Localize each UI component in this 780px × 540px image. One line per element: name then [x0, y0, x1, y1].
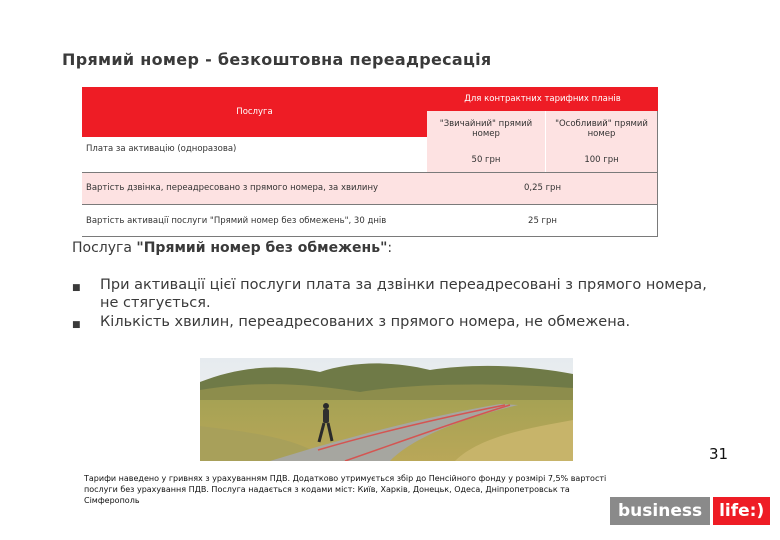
bullet-marker: ■: [72, 320, 81, 330]
unlimited-activation-label: Вартість активації послуги "Прямий номер без обмежень", 30 днів: [82, 204, 427, 237]
business-life-logo: [610, 497, 770, 525]
logo-life: life:): [713, 497, 770, 525]
footnote: Тарифи наведено у гривнях з урахуванням ПДВ. Додатково утримується збір до Пенсійного фонду у розмірі 7,5% вартості послуги без урахування ПДВ. Послуга надається з кодами міст: Київ, Харків, Донецьк, Одеса, Дніпропетровськ та Сімферополь: [84, 474, 607, 505]
header-service: Послуга: [82, 87, 427, 137]
section-prefix: Послуга: [72, 240, 137, 256]
table-divider: [545, 111, 546, 172]
table-divider: [82, 172, 658, 173]
section-suffix: :: [387, 240, 393, 256]
bullet-text: При активації цієї послуги плата за дзвінки переадресовані з прямого номера, не стягується.: [100, 277, 707, 311]
forward-call-cost-value: 0,25 грн: [427, 172, 658, 204]
tariff-table: [82, 87, 658, 237]
logo-business: business: [610, 497, 710, 525]
section-service-name: "Прямий номер без обмежень": [136, 240, 388, 256]
table-divider: [657, 111, 658, 237]
table-divider: [82, 236, 658, 237]
list-item: [72, 276, 712, 312]
forward-call-cost-label: Вартість дзвінка, переадресовано з прямого номера, за хвилину: [82, 172, 427, 204]
activation-fee-special: 100 грн: [545, 147, 658, 172]
activation-fee-label: Плата за активацію (одноразова): [82, 137, 427, 160]
page-number: 31: [709, 445, 729, 463]
bullet-text: Кількість хвилин, переадресованих з прямого номера, не обмежена.: [100, 314, 631, 330]
header-contract: Для контрактних тарифних планів: [427, 87, 658, 111]
bullet-marker: ■: [72, 283, 81, 293]
list-item: [72, 313, 712, 334]
road-walker-photo: [200, 358, 573, 461]
page-title: Прямий номер - безкоштовна переадресація: [62, 50, 492, 69]
unlimited-activation-value: 25 грн: [427, 204, 658, 237]
header-special-number: "Особливий" прямий номер: [545, 111, 658, 147]
activation-fee-regular: 50 грн: [427, 147, 545, 172]
section-heading: [72, 240, 392, 256]
bullet-list: [72, 276, 712, 335]
table-divider: [82, 204, 658, 205]
header-regular-number: "Звичайний" прямий номер: [427, 111, 545, 147]
